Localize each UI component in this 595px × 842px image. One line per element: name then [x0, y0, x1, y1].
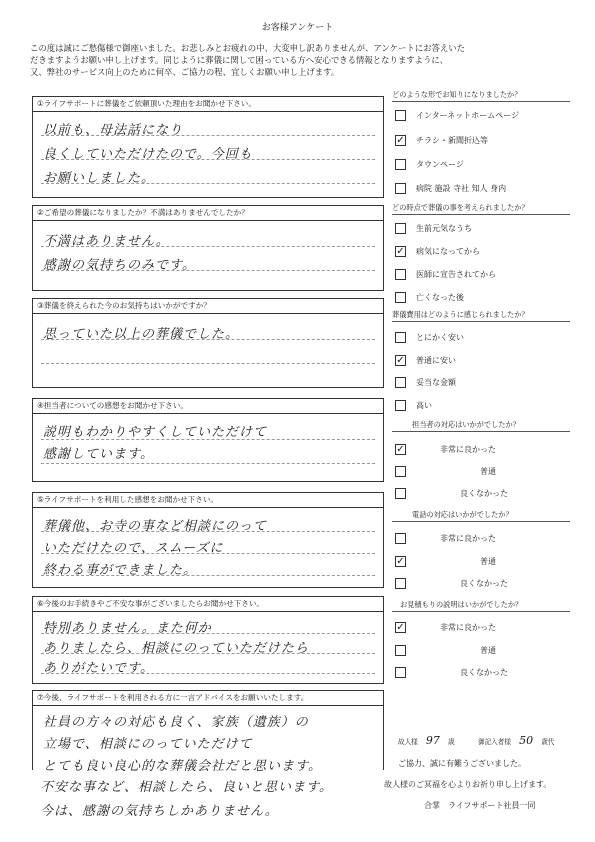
- question-7-box: [32, 690, 384, 774]
- deceased-age-field: [398, 734, 455, 747]
- checkbox[interactable]: [395, 269, 406, 280]
- checkbox[interactable]: ✓: [396, 556, 405, 567]
- option-item[interactable]: [392, 532, 570, 547]
- section-heading: 担当者の対応はいかがでしたか？: [412, 420, 520, 429]
- option-label: 良くなかった: [460, 489, 508, 498]
- option-label: 普通: [480, 646, 496, 655]
- checkbox[interactable]: [395, 488, 406, 499]
- option-item[interactable]: [392, 291, 570, 306]
- option-item[interactable]: [392, 268, 570, 283]
- section-heading: お見積もりの説明はいかがでしたか？: [400, 600, 523, 609]
- option-label: 生前元気なうち: [416, 224, 472, 233]
- answer-line: ありがたいです。: [43, 661, 154, 676]
- checkbox[interactable]: [395, 645, 406, 656]
- option-item[interactable]: [392, 443, 570, 458]
- question-6-box: [32, 596, 384, 684]
- section-heading: 葬儀費用はどのように感じられましたか？: [392, 310, 529, 319]
- deceased-age: 97: [425, 734, 440, 747]
- option-item[interactable]: [392, 245, 570, 260]
- intro-line: この度は誠にご愁傷様で御座いました。お悲しみとお疲れの中、大変申し訳ありませんが、アンケートにお答えいた: [30, 43, 465, 53]
- question-1-box: [32, 96, 384, 198]
- option-label: 医師に宣告されてから: [416, 270, 496, 279]
- answer-line: 社員の方々の対応も良く、家族（遺族）の: [43, 715, 309, 730]
- checkbox[interactable]: [395, 578, 406, 589]
- answer-line: いただけたので、スムーズに: [43, 541, 224, 556]
- question-2-header: ②ご希望の葬儀になりましたか？不満はありませんでしたか？: [33, 206, 383, 221]
- answer-line: ありましたら、相談にのっていただけたら: [43, 641, 309, 656]
- answer-line: 立場で、相談にのっていただけて: [43, 737, 253, 752]
- option-label: 良くなかった: [460, 579, 508, 588]
- checkbox[interactable]: ✓: [396, 246, 405, 257]
- option-item[interactable]: [392, 621, 570, 636]
- answer-line: お願いしました。: [43, 171, 156, 186]
- answer-line: 不満はありません。: [43, 234, 170, 249]
- checkbox[interactable]: ✓: [396, 355, 405, 366]
- intro-line: だきますようお願い申し上げます。同じように葬儀に関して困っている方へ安心できる情報となりますように、: [30, 55, 449, 65]
- deceased-label: 故人様: [398, 738, 418, 746]
- checkbox[interactable]: [395, 110, 406, 121]
- checkbox[interactable]: [395, 533, 406, 544]
- question-6-header: ⑥今後のお手続きやご不安な事がございましたらお聞かせ下さい。: [33, 597, 383, 612]
- checkbox[interactable]: ✓: [396, 622, 405, 633]
- question-5-header: ⑤ライフサポートを利用した感想をお聞かせ下さい。: [33, 493, 383, 508]
- option-label: 非常に良かった: [440, 445, 496, 454]
- checkbox[interactable]: ✓: [396, 444, 405, 455]
- signature-text: 合掌 ライフサポート社員一同: [424, 801, 536, 810]
- option-label: とにかく安い: [416, 333, 464, 342]
- option-item[interactable]: [392, 644, 570, 659]
- question-2-box: [32, 205, 384, 291]
- answer-line: 不安な事など、相談したら、良いと思います。: [40, 780, 333, 795]
- question-1-header: ①ライフサポートに葬儀をご依頼頂いた理由をお聞かせ下さい。: [33, 97, 383, 112]
- option-label: 非常に良かった: [440, 623, 496, 632]
- option-label: 良くなかった: [460, 668, 508, 677]
- option-label: 普通: [480, 557, 496, 566]
- answer-line: とても良い良心的な葬儀会社だと思います。: [43, 759, 322, 774]
- option-label: 普通に安い: [416, 356, 456, 365]
- answer-line: 以前も、母法話になり: [43, 123, 184, 138]
- checkbox[interactable]: [395, 377, 406, 388]
- writer-unit: 歳代: [541, 738, 555, 746]
- answer-line: 特別ありません。また何か: [43, 621, 212, 636]
- answer-line: 思っていた以上の葬儀でした。: [43, 327, 240, 342]
- section-heading: どのような形でお知りになりましたか？: [392, 90, 522, 99]
- answer-line: 感謝の気持ちのみです。: [43, 258, 196, 273]
- writer-age-field: [478, 734, 554, 747]
- answer-line: 感謝しています。: [43, 447, 154, 462]
- question-4-header: ④担当者についての感想をお聞かせ下さい。: [33, 399, 383, 414]
- option-item[interactable]: [392, 487, 570, 502]
- answer-line: 良くしていただけたので。今回も: [43, 147, 253, 162]
- option-label: インターネットホームページ: [416, 111, 520, 120]
- option-item[interactable]: [392, 666, 570, 681]
- answer-line: 説明もわかりやすくしていただけて: [43, 425, 268, 440]
- checkbox[interactable]: [395, 466, 406, 477]
- question-3-header: ③葬儀を終えられた今のお気持ちはいかがですか？: [33, 299, 383, 314]
- writer-label: 御記入者様: [478, 738, 511, 746]
- checkbox[interactable]: [395, 400, 406, 411]
- thanks-text: ご協力、誠に有難うございました。: [398, 759, 526, 768]
- option-label: チラシ・新聞折込等: [416, 136, 488, 145]
- option-label: タウンページ: [416, 160, 464, 169]
- checkbox[interactable]: ✓: [396, 135, 405, 146]
- option-label: 病院 施設 寺社 知人 身内: [416, 184, 507, 193]
- answer-line: 今は、感謝の気持ちしかありません。: [40, 804, 279, 819]
- prayer-text: 故人様のご冥福を心よりお祈り申し上げます。: [384, 780, 552, 789]
- question-3-box: [32, 298, 384, 388]
- option-item[interactable]: [392, 331, 570, 346]
- checkbox[interactable]: [395, 292, 406, 303]
- checkbox[interactable]: [395, 667, 406, 678]
- option-item[interactable]: [392, 222, 570, 237]
- option-label: 高い: [416, 401, 432, 410]
- option-item[interactable]: [392, 577, 570, 592]
- section-heading: どの時点で葬儀の事を考えられましたか？: [392, 203, 529, 212]
- option-item[interactable]: [392, 182, 570, 197]
- checkbox[interactable]: [395, 332, 406, 343]
- option-item[interactable]: [392, 376, 570, 391]
- answer-line: 終わる事ができました。: [43, 563, 198, 578]
- checkbox[interactable]: [395, 183, 406, 194]
- option-item[interactable]: [392, 555, 570, 570]
- checkbox[interactable]: [395, 159, 406, 170]
- question-7-header: ⑦今後、ライフサポートを利用される方に一言アドバイスをお願いいたします。: [33, 691, 383, 706]
- option-label: 亡くなった後: [416, 293, 464, 302]
- option-item[interactable]: [392, 134, 570, 149]
- intro-text: [30, 42, 570, 78]
- checkbox[interactable]: [395, 223, 406, 234]
- option-item[interactable]: [392, 354, 570, 369]
- option-item[interactable]: [392, 399, 570, 414]
- writer-age: 50: [519, 734, 534, 747]
- option-label: 普通: [480, 467, 496, 476]
- question-5-box: [32, 492, 384, 588]
- age-unit: 歳: [448, 738, 455, 746]
- option-item[interactable]: [392, 109, 570, 124]
- intro-line: 又、弊社のサービス向上のために何卒、ご協力の程、宜しくお願い申し上げます。: [30, 67, 340, 77]
- page-title: お客様アンケート: [261, 23, 334, 33]
- option-item[interactable]: [392, 158, 570, 173]
- option-label: 病気になってから: [416, 247, 480, 256]
- answer-line: 葬儀他、お寺の事など相談にのって: [43, 519, 267, 534]
- option-label: 妥当な金額: [416, 378, 456, 387]
- option-item[interactable]: [392, 465, 570, 480]
- question-4-box: [32, 398, 384, 482]
- section-heading: 電話の対応はいかがでしたか？: [412, 510, 513, 519]
- option-label: 非常に良かった: [440, 534, 496, 543]
